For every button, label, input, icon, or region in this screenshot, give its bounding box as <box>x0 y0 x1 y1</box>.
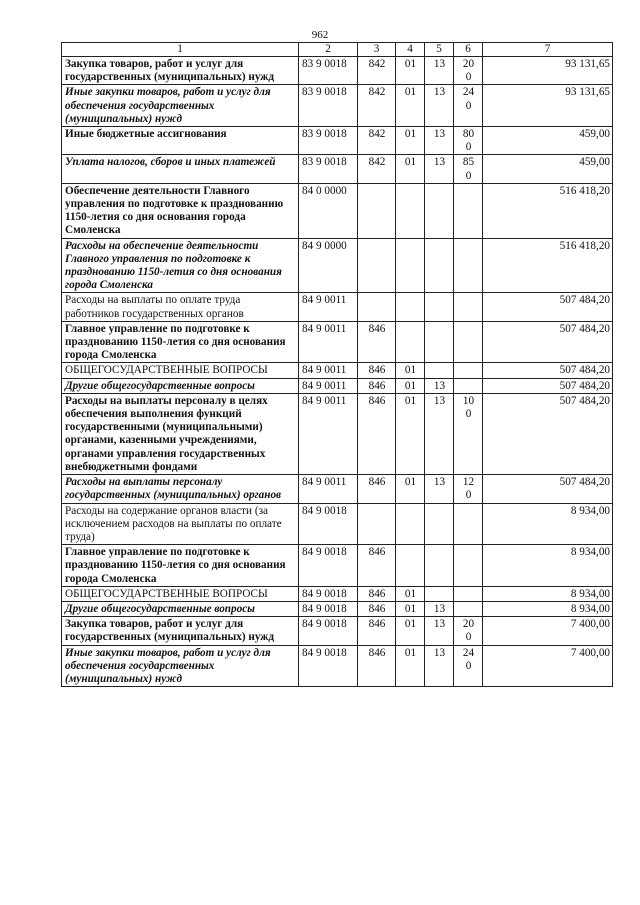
table-row <box>62 363 613 378</box>
row-amount: 507 484,20 <box>483 293 613 321</box>
row-code: 84 9 0011 <box>299 393 358 474</box>
header-cell: 7 <box>483 43 613 57</box>
row-name: ОБЩЕГОСУДАРСТВЕННЫЕ ВОПРОСЫ <box>62 586 299 601</box>
row-code: 84 9 0011 <box>299 378 358 393</box>
table-row <box>62 378 613 393</box>
row-subsection: 13 <box>425 127 454 155</box>
table-row <box>62 183 613 238</box>
row-amount: 516 418,20 <box>483 238 613 293</box>
row-expense-type <box>454 601 483 616</box>
row-code: 83 9 0018 <box>299 57 358 85</box>
row-subsection: 13 <box>425 617 454 645</box>
row-expense-type <box>454 238 483 293</box>
row-expense-type <box>454 321 483 363</box>
budget-table <box>61 42 613 687</box>
row-name: Иные закупки товаров, работ и услуг для обеспечения государственных (муниципальных) нужд <box>62 645 299 687</box>
row-subsection <box>425 363 454 378</box>
row-amount: 8 934,00 <box>483 503 613 545</box>
row-name: Другие общегосударственные вопросы <box>62 378 299 393</box>
row-code: 83 9 0018 <box>299 85 358 127</box>
row-code: 84 9 0000 <box>299 238 358 293</box>
table-row <box>62 321 613 363</box>
row-section: 01 <box>396 393 425 474</box>
row-amount: 507 484,20 <box>483 475 613 503</box>
row-name: Расходы на выплаты персоналу в целях обеспечения выполнения функций государственными (муниципальными) органами, казенными учреждениями, органами управления государственных внебюджетными фондами <box>62 393 299 474</box>
table-row <box>62 393 613 474</box>
row-name: Расходы на выплаты персоналу государственных (муниципальных) органов <box>62 475 299 503</box>
row-ministry: 846 <box>358 321 396 363</box>
row-expense-type <box>454 293 483 321</box>
row-expense-type: 85 0 <box>454 155 483 183</box>
table-row <box>62 645 613 687</box>
row-ministry: 846 <box>358 378 396 393</box>
row-amount: 8 934,00 <box>483 586 613 601</box>
row-section <box>396 321 425 363</box>
row-section <box>396 503 425 545</box>
row-expense-type <box>454 363 483 378</box>
header-row <box>62 43 613 57</box>
row-amount: 507 484,20 <box>483 393 613 474</box>
row-amount: 516 418,20 <box>483 183 613 238</box>
row-amount: 507 484,20 <box>483 363 613 378</box>
row-section: 01 <box>396 127 425 155</box>
table-row <box>62 85 613 127</box>
table-row <box>62 545 613 587</box>
row-section: 01 <box>396 601 425 616</box>
page-number: 962 <box>311 29 329 41</box>
row-name: Расходы на обеспечение деятельности Главного управления по подготовке к празднованию 1150-летия со дня основания города Смоленска <box>62 238 299 293</box>
row-section: 01 <box>396 617 425 645</box>
row-amount: 507 484,20 <box>483 321 613 363</box>
table-row <box>62 293 613 321</box>
row-ministry: 846 <box>358 475 396 503</box>
row-subsection <box>425 183 454 238</box>
row-ministry: 846 <box>358 586 396 601</box>
row-amount: 8 934,00 <box>483 545 613 587</box>
row-amount: 459,00 <box>483 127 613 155</box>
header-cell: 2 <box>299 43 358 57</box>
row-code: 84 9 0018 <box>299 586 358 601</box>
row-ministry: 846 <box>358 545 396 587</box>
row-code: 83 9 0018 <box>299 155 358 183</box>
table-row <box>62 503 613 545</box>
row-subsection <box>425 586 454 601</box>
header-cell: 3 <box>358 43 396 57</box>
row-amount: 93 131,65 <box>483 85 613 127</box>
row-code: 84 9 0018 <box>299 503 358 545</box>
row-ministry: 846 <box>358 363 396 378</box>
table-row <box>62 617 613 645</box>
row-section <box>396 183 425 238</box>
row-ministry <box>358 503 396 545</box>
row-subsection <box>425 238 454 293</box>
row-ministry <box>358 183 396 238</box>
row-section: 01 <box>396 363 425 378</box>
table-row <box>62 155 613 183</box>
row-section: 01 <box>396 645 425 687</box>
row-code: 84 9 0018 <box>299 545 358 587</box>
row-expense-type: 12 0 <box>454 475 483 503</box>
row-subsection: 13 <box>425 378 454 393</box>
row-name: Главное управление по подготовке к празднованию 1150-летия со дня основания города Смоленска <box>62 545 299 587</box>
row-ministry: 846 <box>358 393 396 474</box>
table-row <box>62 601 613 616</box>
row-expense-type: 80 0 <box>454 127 483 155</box>
row-expense-type: 24 0 <box>454 85 483 127</box>
row-section <box>396 293 425 321</box>
row-code: 84 9 0011 <box>299 363 358 378</box>
header-cell: 5 <box>425 43 454 57</box>
table-row <box>62 57 613 85</box>
row-amount: 507 484,20 <box>483 378 613 393</box>
row-section: 01 <box>396 378 425 393</box>
row-ministry: 846 <box>358 601 396 616</box>
row-name: Другие общегосударственные вопросы <box>62 601 299 616</box>
header-cell: 1 <box>62 43 299 57</box>
row-subsection: 13 <box>425 601 454 616</box>
row-section: 01 <box>396 475 425 503</box>
row-expense-type <box>454 183 483 238</box>
row-ministry: 842 <box>358 127 396 155</box>
row-amount: 459,00 <box>483 155 613 183</box>
row-amount: 7 400,00 <box>483 645 613 687</box>
row-subsection: 13 <box>425 645 454 687</box>
row-name: Уплата налогов, сборов и иных платежей <box>62 155 299 183</box>
row-expense-type: 20 0 <box>454 617 483 645</box>
row-name: Иные бюджетные ассигнования <box>62 127 299 155</box>
row-section: 01 <box>396 155 425 183</box>
row-subsection: 13 <box>425 393 454 474</box>
row-expense-type <box>454 545 483 587</box>
row-amount: 7 400,00 <box>483 617 613 645</box>
row-section <box>396 545 425 587</box>
row-ministry: 846 <box>358 645 396 687</box>
row-amount: 8 934,00 <box>483 601 613 616</box>
table-row <box>62 586 613 601</box>
row-code: 84 0 0000 <box>299 183 358 238</box>
row-subsection: 13 <box>425 85 454 127</box>
row-code: 84 9 0011 <box>299 475 358 503</box>
row-subsection: 13 <box>425 475 454 503</box>
row-section <box>396 238 425 293</box>
row-name: Закупка товаров, работ и услуг для государственных (муниципальных) нужд <box>62 617 299 645</box>
row-ministry <box>358 293 396 321</box>
row-subsection <box>425 545 454 587</box>
row-subsection: 13 <box>425 155 454 183</box>
row-ministry: 846 <box>358 617 396 645</box>
row-expense-type <box>454 586 483 601</box>
row-section: 01 <box>396 85 425 127</box>
row-ministry: 842 <box>358 57 396 85</box>
row-name: Расходы на выплаты по оплате труда работников государственных органов <box>62 293 299 321</box>
row-name: Расходы на содержание органов власти (за исключением расходов на выплаты по оплате труда) <box>62 503 299 545</box>
row-name: Закупка товаров, работ и услуг для государственных (муниципальных) нужд <box>62 57 299 85</box>
table-row <box>62 238 613 293</box>
row-subsection <box>425 321 454 363</box>
row-expense-type <box>454 503 483 545</box>
row-expense-type: 24 0 <box>454 645 483 687</box>
row-code: 84 9 0018 <box>299 617 358 645</box>
row-code: 84 9 0018 <box>299 601 358 616</box>
row-name: Иные закупки товаров, работ и услуг для обеспечения государственных (муниципальных) нужд <box>62 85 299 127</box>
row-subsection: 13 <box>425 57 454 85</box>
row-amount: 93 131,65 <box>483 57 613 85</box>
row-ministry: 842 <box>358 155 396 183</box>
row-name: ОБЩЕГОСУДАРСТВЕННЫЕ ВОПРОСЫ <box>62 363 299 378</box>
row-code: 84 9 0018 <box>299 645 358 687</box>
row-code: 84 9 0011 <box>299 321 358 363</box>
row-section: 01 <box>396 586 425 601</box>
table-row <box>62 127 613 155</box>
row-ministry: 842 <box>358 85 396 127</box>
row-subsection <box>425 503 454 545</box>
row-expense-type: 20 0 <box>454 57 483 85</box>
row-name: Обеспечение деятельности Главного управления по подготовке к празднованию 1150-летия со дня основания города Смоленска <box>62 183 299 238</box>
header-cell: 6 <box>454 43 483 57</box>
row-name: Главное управление по подготовке к празднованию 1150-летия со дня основания города Смоленска <box>62 321 299 363</box>
row-ministry <box>358 238 396 293</box>
row-expense-type: 10 0 <box>454 393 483 474</box>
table-row <box>62 475 613 503</box>
row-section: 01 <box>396 57 425 85</box>
row-code: 84 9 0011 <box>299 293 358 321</box>
row-code: 83 9 0018 <box>299 127 358 155</box>
row-subsection <box>425 293 454 321</box>
row-expense-type <box>454 378 483 393</box>
header-cell: 4 <box>396 43 425 57</box>
